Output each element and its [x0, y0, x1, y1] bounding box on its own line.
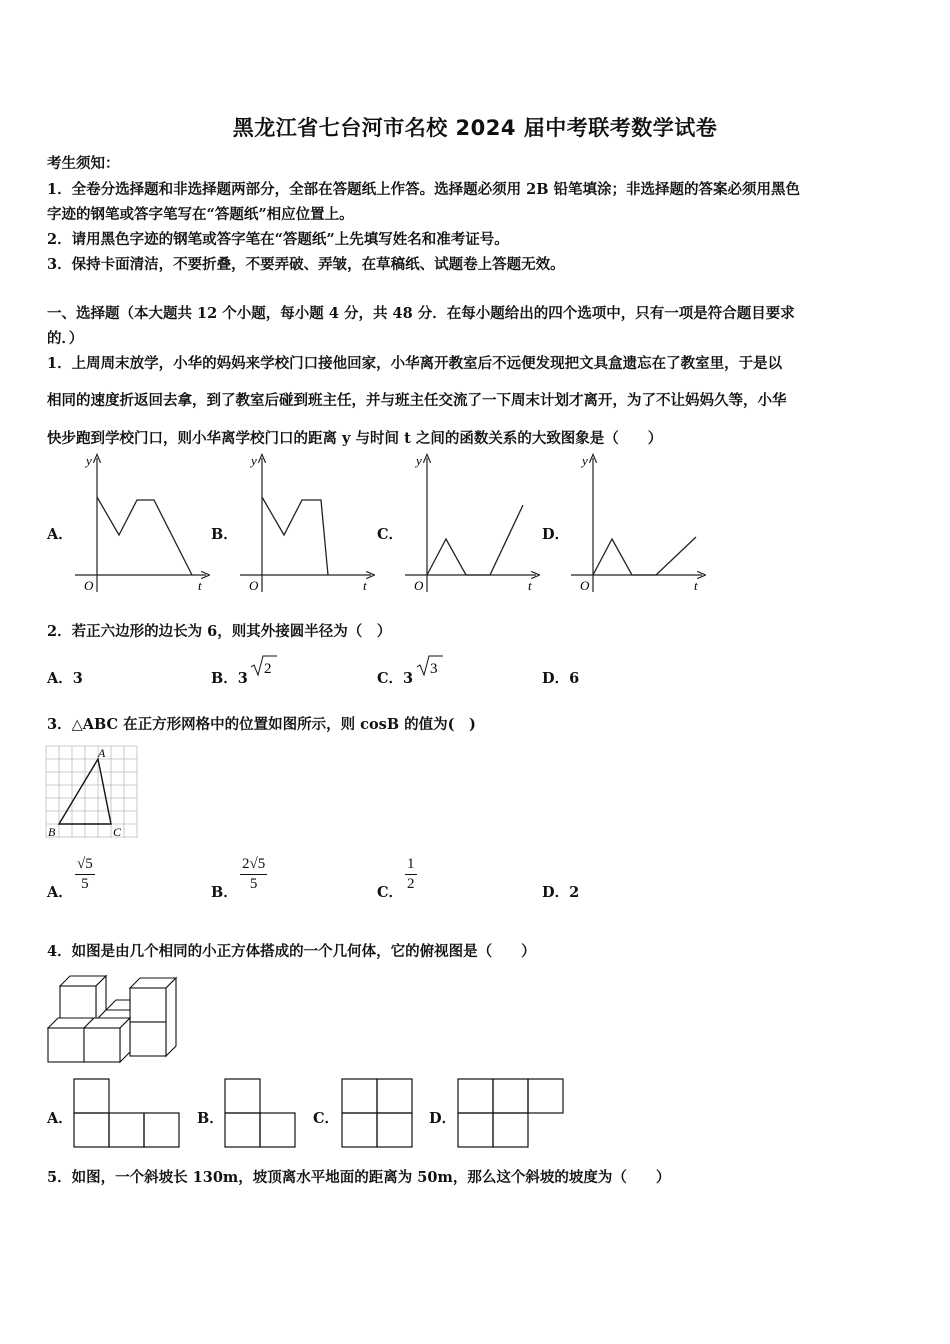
q1-graph-c [400, 452, 540, 597]
option-label: B． [211, 670, 238, 687]
q2-option-c [377, 667, 413, 688]
option-label: C． [377, 670, 404, 687]
q4-option-b-label: B． [197, 1110, 224, 1127]
q2-option-a [47, 667, 83, 688]
q4-option-c-label: C． [313, 1110, 340, 1127]
q3-option-b-fraction [240, 856, 267, 893]
denominator: 2 [407, 876, 415, 892]
q1-text-line-1: 1．上周周末放学，小华的妈妈来学校门口接他回家，小华离开教室后不远便发现把文具盒遗忘在了教室里，于是以 [47, 355, 783, 372]
q4-option-d-topview [456, 1077, 566, 1150]
numerator: 2√5 [242, 856, 266, 872]
y-axis-label: y [251, 453, 257, 468]
y-axis-label: y [582, 453, 588, 468]
q1-option-c-label: C． [377, 526, 404, 543]
q4-option-c-topview [340, 1077, 415, 1150]
q4-option-a-label: A． [47, 1110, 73, 1127]
q4-option-d-label: D． [429, 1110, 457, 1127]
q1-graph-b [235, 452, 375, 597]
y-axis-label: y [86, 453, 92, 468]
q1-text-line-2: 相同的速度折返回去拿，到了教室后碰到班主任，并与班主任交流了一下周末计划才离开，为了不让妈妈久等，小华 [47, 392, 787, 409]
q3-grid-figure [44, 744, 142, 842]
y-axis-label: y [416, 453, 422, 468]
q1-option-a-label: A． [47, 526, 73, 543]
option-label: D． [542, 884, 570, 901]
option-value: 3 [72, 670, 83, 687]
point-c-label: C [113, 825, 122, 839]
coefficient: 3 [403, 670, 414, 687]
q3-option-c-fraction [405, 856, 417, 893]
q3-option-d [542, 881, 579, 902]
notice-line-2: 2．请用黑色字迹的钢笔或答字笔在“答题纸”上先填写姓名和准考证号。 [47, 231, 509, 248]
t-axis-label: t [528, 578, 532, 593]
t-axis-label: t [198, 578, 202, 593]
q4-cube-figure [44, 972, 182, 1064]
origin-label: O [249, 578, 259, 593]
q2-option-c-sqrt [416, 654, 444, 682]
q3-option-c-label: C． [377, 884, 404, 901]
point-a-label: A [98, 746, 106, 760]
t-axis-label: t [694, 578, 698, 593]
origin-label: O [580, 578, 590, 593]
q1-graph-d [566, 452, 706, 597]
q1-graph-a [70, 452, 210, 597]
notice-heading: 考生须知： [47, 155, 120, 172]
q1-option-b-label: B． [211, 526, 238, 543]
point-b-label: B [48, 825, 56, 839]
option-label: A． [47, 670, 73, 687]
numerator: 1 [407, 856, 415, 872]
radicand: 2 [264, 661, 272, 677]
q1-text-line-3: 快步跑到学校门口，则小华离学校门口的距离 y 与时间 t 之间的函数关系的大致图象是（ ） [47, 430, 663, 447]
q2-text: 2．若正六边形的边长为 6，则其外接圆半径为（ ） [47, 623, 392, 640]
notice-line-1b: 字迹的钢笔或答字笔写在“答题纸”相应位置上。 [47, 206, 354, 223]
q5-text: 5．如图，一个斜坡长 130m，坡顶离水平地面的距离为 50m，那么这个斜坡的坡度为（ ） [47, 1169, 671, 1186]
notice-line-3: 3．保持卡面清洁，不要折叠，不要弄破、弄皱，在草稿纸、试题卷上答题无效。 [47, 256, 565, 273]
q2-option-b [211, 667, 248, 688]
coefficient: 3 [237, 670, 248, 687]
t-axis-label: t [363, 578, 367, 593]
radicand: 3 [430, 661, 438, 677]
q1-option-d-label: D． [542, 526, 570, 543]
page-title: 黑龙江省七台河市名校 2024 届中考联考数学试卷 [232, 116, 718, 140]
q4-text: 4．如图是由几个相同的小正方体搭成的一个几何体，它的俯视图是（ ） [47, 943, 536, 960]
denominator: 5 [81, 876, 89, 892]
origin-label: O [84, 578, 94, 593]
numerator: √5 [77, 856, 93, 872]
q3-text: 3．△ABC 在正方形网格中的位置如图所示，则 cosB 的值为( ) [47, 716, 476, 733]
option-label: D． [542, 670, 570, 687]
option-value: 2 [569, 884, 580, 901]
q3-option-a-fraction [75, 856, 95, 893]
origin-label: O [414, 578, 424, 593]
option-value: 6 [569, 670, 580, 687]
denominator: 5 [249, 876, 258, 892]
q3-option-a-label: A． [47, 884, 73, 901]
notice-line-1a: 1．全卷分选择题和非选择题两部分，全部在答题纸上作答。选择题必须用 2B 铅笔填涂；非选择题的答案必须用黑色 [47, 181, 801, 198]
q4-option-b-topview [223, 1077, 298, 1150]
q3-option-b-label: B． [211, 884, 238, 901]
section-heading-line-2: 的．） [47, 330, 84, 347]
q2-option-d [542, 667, 579, 688]
q4-option-a-topview [72, 1077, 182, 1150]
q2-option-b-sqrt [250, 654, 278, 682]
section-heading-line-1: 一、选择题（本大题共 12 个小题，每小题 4 分，共 48 分．在每小题给出的四个选项中，只有一项是符合题目要求 [47, 305, 795, 322]
